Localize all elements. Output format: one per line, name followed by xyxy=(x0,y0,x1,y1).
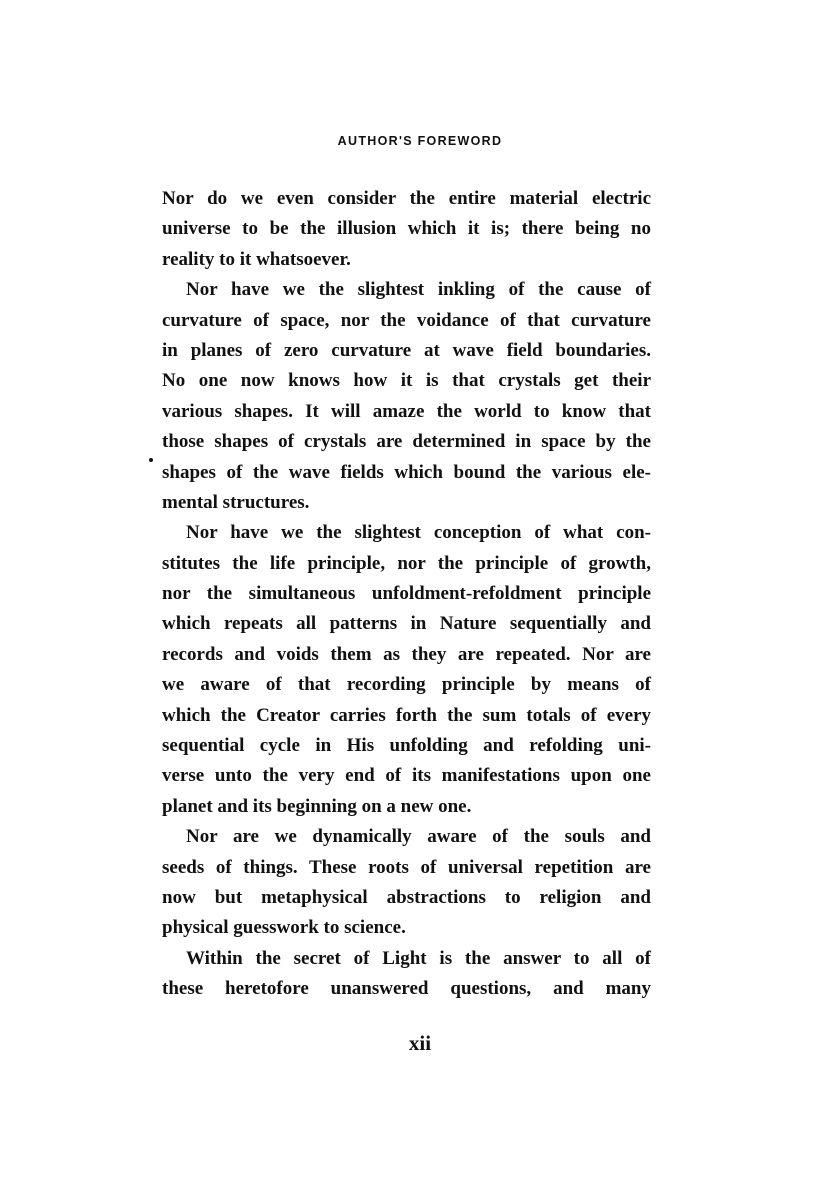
text-line: those shapes of crystals are determined in space by the xyxy=(162,431,651,453)
text-line: records and voids them as they are repeated. Nor are xyxy=(162,643,651,665)
text-line: Nor have we the slightest inkling of the cause of xyxy=(186,279,651,301)
body-text xyxy=(162,184,651,1005)
text-line: now but metaphysical abstractions to religion and xyxy=(162,886,651,908)
text-line: Nor do we even consider the entire material electric xyxy=(162,188,651,209)
text-line: Within the secret of Light is the answer to all of xyxy=(186,947,651,969)
running-head: AUTHOR'S FOREWORD xyxy=(337,134,503,148)
text-line: mental structures. xyxy=(162,491,310,513)
text-line: reality to it whatsoever. xyxy=(162,248,351,270)
text-line: nor the simultaneous unfoldment-refoldment principle xyxy=(162,583,651,605)
text-line: which the Creator carries forth the sum totals of every xyxy=(162,704,651,726)
stray-mark xyxy=(149,458,153,462)
page-number: xii xyxy=(408,1031,432,1055)
text-line: we aware of that recording principle by means of xyxy=(162,674,651,696)
text-line: stitutes the life principle, nor the principle of growth, xyxy=(162,552,651,574)
text-line: Nor have we the slightest conception of what con- xyxy=(186,522,651,544)
text-line: physical guesswork to science. xyxy=(162,917,406,939)
text-line: curvature of space, nor the voidance of that curvature xyxy=(162,309,651,331)
text-line: in planes of zero curvature at wave field boundaries. xyxy=(162,339,651,361)
text-line: these heretofore unanswered questions, and many xyxy=(162,978,651,1000)
text-line: seeds of things. These roots of universal repetition are xyxy=(162,856,651,878)
text-line: Nor are we dynamically aware of the souls and xyxy=(186,826,651,848)
text-line: various shapes. It will amaze the world to know that xyxy=(162,400,651,422)
text-line: verse unto the very end of its manifestations upon one xyxy=(162,765,651,787)
text-line: shapes of the wave fields which bound the various ele- xyxy=(162,461,651,483)
text-line: No one now knows how it is that crystals get their xyxy=(162,370,651,392)
text-line: planet and its beginning on a new one. xyxy=(162,795,472,817)
text-line: which repeats all patterns in Nature sequentially and xyxy=(162,613,651,635)
text-line: sequential cycle in His unfolding and refolding uni- xyxy=(162,735,651,757)
text-line: universe to be the illusion which it is; there being no xyxy=(162,218,651,240)
